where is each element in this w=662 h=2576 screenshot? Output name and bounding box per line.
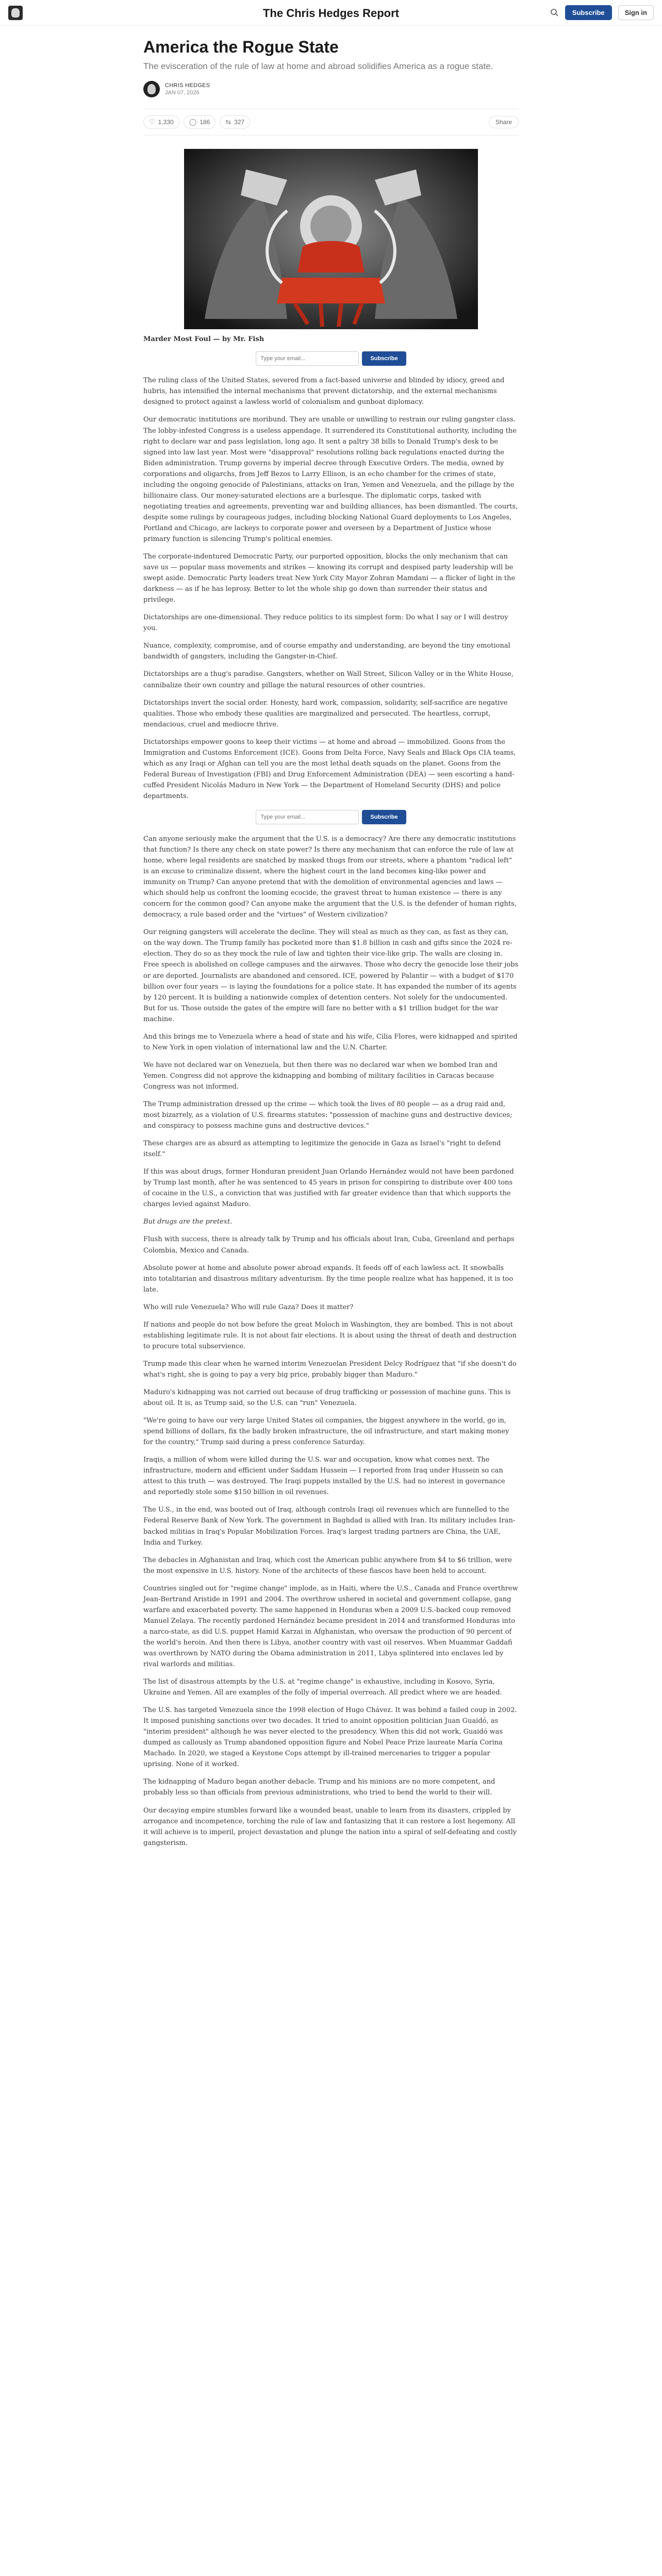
paragraph: The Trump administration dressed up the crime — which took the lives of 80 people — as a drug raid and, most bizarrely, as a violation of U.S. firearms statutes: "possession of machine guns and destructive devices; and conspiracy to possess machine guns and destructive devices." <box>143 1100 512 1130</box>
publish-date: JAN 07, 2026 <box>165 90 200 96</box>
paragraph: If nations and people do not bow before the great Moloch in Washington, they are bombed. This is not about establishing legitimate rule. It is not about fair elections. It is about using the threat of death and destruction to procure total subservience. <box>143 1320 517 1350</box>
email-input[interactable] <box>256 351 359 366</box>
author-avatar[interactable] <box>143 81 160 97</box>
engagement-bar <box>143 109 519 135</box>
paragraph: If this was about drugs, former Honduran president Juan Orlando Hernández would not have been pardoned by Trump last month, after he was sentenced to 45 years in prison for conspiring to distribute over 400 tons of cocaine in the U.S., a conviction that was justified with far greater evidence than that which supports the charges levied against Maduro. <box>143 1168 514 1209</box>
paragraph: The debacles in Afghanistan and Iraq, which cost the American public anywhere from $4 to $6 trillion, were the most expensive in U.S. history. None of the architects of these fiascos have been held to account. <box>143 1556 512 1575</box>
paragraph: We have not declared war on Venezuela, but then there was no declared war when we bombed Iran and Yemen. Congress did not approve the kidnapping and bombing of military facilities in Caracas because Congress was not informed. <box>143 1061 498 1091</box>
comment-button[interactable] <box>184 115 216 129</box>
author-name[interactable]: CHRIS HEDGES <box>165 82 210 89</box>
subscribe-form-inline <box>143 810 519 824</box>
cartoon-image <box>184 149 478 329</box>
paragraph: Absolute power at home and absolute power abroad expands. It feeds off of each lawless act. It snowballs into totalitarian and disastrous military adventurism. By the time people realize what has happened, it is too late. <box>143 1264 514 1294</box>
article-title: America the Rogue State <box>143 38 339 56</box>
paragraph: Our reigning gangsters will accelerate the decline. They will steal as much as they can, as fast as they can, on the way down. The Trump family has pocketed more than $1.8 billion in cash and gifts since the 2024 re-election. They do so as they mock the rule of law and tighten their vice-like grip. The walls are closing in. Free speech is abolished on college campuses and the airwaves. Those who decry the genocide lose their jobs or are deported. Journalists are abandoned and censored. ICE, powered by Palantir — with a budget of $170 billion over four years — is laying the foundations for a police state. It has expanded the number of its agents by 120 percent. It is building a nationwide complex of detention centers. Not solely for the undocumented. But for us. Those outside the gates of the empire will fare no better with a $1 trillion budget for the war machine. <box>143 928 519 1023</box>
paragraph: The kidnapping of Maduro began another debacle. Trump and his minions are no more competent, and probably less so than officials from previous administrations, who tried to bend the world to their will. <box>143 1778 495 1797</box>
paragraph: Dictatorships are one-dimensional. They reduce politics to its simplest form: Do what I say or I will destroy you. <box>143 614 508 633</box>
paragraph: Flush with success, there is already talk by Trump and his officials about Iran, Cuba, Greenland and perhaps Colombia, Mexico and Canada. <box>143 1235 515 1255</box>
image-caption: Marder Most Foul — by Mr. Fish <box>143 335 264 344</box>
paragraph: The ruling class of the United States, severed from a fact-based universe and blinded by idiocy, greed and hubris, has intensified the internal mechanisms that prevent dictatorship, and the external mechanisms designed to protect against a lawless world of colonialism and gunboat diplomacy. <box>143 377 505 406</box>
paragraph: The corporate-indentured Democratic Party, our purported opposition, blocks the only mechanism that can save us — popular mass movements and strikes — knowing its corrupt and despised party leadership will be swept aside. Democratic Party leaders treat New York City Mayor Zohran Mamdani — a flicker of light in the darkness — as if he has leprosy. Better to let the whole ship go down than surrender their status and privilege. <box>143 553 516 604</box>
paragraph: Dictatorships invert the social order. Honesty, hard work, compassion, solidarity, self-sacrifice are negative qualities. Those who embody these qualities are marginalized and persecuted. The heartless, corrupt, mendacious, cruel and mediocre thrive. <box>143 699 508 728</box>
header-subscribe-button[interactable]: Subscribe <box>565 5 612 20</box>
comment-icon: ◯ <box>189 118 197 126</box>
paragraph: But drugs are the pretext. <box>143 1218 233 1226</box>
restack-button[interactable] <box>220 115 250 129</box>
paragraph: Our decaying empire stumbles forward like a wounded beast, unable to learn from its disasters, crippled by arrogance and incompetence, torching the rule of law and fantasizing that it can restore a lost hegemony. All it will achieve is to imperil, project devastation and plunge the nation into a spiral of self-defeating and costly gangsterism. <box>143 1806 517 1847</box>
paragraph: Dictatorships are a thug's paradise. Gangsters, whether on Wall Street, Silicon Valley or in the White House, cannibalize their own country and pillage the natural resources of other countries. <box>143 670 514 689</box>
paragraph: Trump made this clear when he warned interim Venezuelan President Delcy Rodríguez that "if she doesn't do what's right, she is going to pay a very big price, probably bigger than Maduro." <box>143 1360 517 1379</box>
paragraph: Iraqis, a million of whom were killed during the U.S. war and occupation, know what comes next. The infrastructure, modern and efficient under Saddam Hussein — I reported from Iraq under Hussein so can attest to this truth — was destroyed. The Iraqi puppets installed by the U.S. had no interest in governance and reportedly stole some $150 billion in oil revenues. <box>143 1456 505 1497</box>
byline <box>143 81 519 97</box>
paragraph: Maduro's kidnapping was not carried out because of drug trafficking or possession of machine guns. This is about oil. It is, as Trump said, so the U.S. can "run" Venezuela. <box>143 1388 511 1408</box>
subscribe-button[interactable]: Subscribe <box>362 351 406 366</box>
article <box>143 26 519 1849</box>
paragraph: "We're going to have our very large United States oil companies, the biggest anywhere in the world, go in, spend billions of dollars, fix the badly broken infrastructure, the oil infrastructure, and start making money for the country," Trump said during a press conference Saturday. <box>143 1417 509 1447</box>
top-nav <box>0 0 662 26</box>
paragraph: And this brings me to Venezuela where a head of state and his wife, Cilia Flores, were kidnapped and spirited to New York in open violation of international law and the U.N. Charter. <box>143 1032 518 1052</box>
paragraph: Dictatorships empower goons to keep their victims — at home and abroad — immobilized. Goons from the Immigration and Customs Enforcement (ICE). Goons from Delta Force, Navy Seals and Black Ops CIA teams, which as any Iraqi or Afghan can tell you are the most lethal death squads on the planet. Goons from the Federal Bureau of Investigation (FBI) and Drug Enforcement Administration (DEA) — seen escorting a hand-cuffed President Nicolás Maduro in New York — the Department of Homeland Security (DHS) and police departments. <box>143 738 516 800</box>
search-icon[interactable] <box>550 8 559 18</box>
like-button[interactable] <box>143 115 179 129</box>
paragraph: These charges are as absurd as attempting to legitimize the genocide in Gaza as Israel's "right to defend itself." <box>143 1140 501 1159</box>
restack-icon: ⇆ <box>225 118 231 126</box>
paragraph: Countries singled out for "regime change" implode, as in Haiti, where the U.S., Canada and France overthrew Jean-Bertrand Aristide in 1991 and 2004. The overthrow ushered in societal and government collapse, gang warfare and exacerbated poverty. The same happened in Honduras when a 2009 U.S.-backed coup removed Manuel Zelaya. The recently pardoned Hernández became president in 2014 and transformed Honduras into a narco-state, as did U.S. puppet Hamid Karzai in Afghanistan, who oversaw the production of 90 percent of the world's heroin. And then there is Libya, another country with vast oil reserves. When Muammar Gaddafi was overthrown by NATO during the Obama administration in 2011, Libya splintered into enclaves led by rival warlords and militias. <box>143 1584 518 1669</box>
publication-name: The Chris Hedges Report <box>262 7 400 20</box>
paragraph: Who will rule Venezuela? Who will rule Gaza? Does it matter? <box>143 1303 354 1311</box>
restack-count: 327 <box>234 118 245 126</box>
paragraph: The list of disastrous attempts by the U.S. at "regime change" is exhaustive, including in Kosovo, Syria, Ukraine and Yemen. All are examples of the folly of imperial overreach. All predict where we are headed. <box>143 1678 502 1697</box>
paragraph: Can anyone seriously make the argument that the U.S. is a democracy? Are there any democratic institutions that function? Is there any check on state power? Is there any mechanism that can enforce the rule of law at home, where legal residents are snatched by masked thugs from our streets, where a phantom "radical left" is an excuse to criminalize dissent, where the highest court in the land becomes king-like power and immunity on Trump? Can anyone pretend that with the demolition of environmental agencies and laws — which should help us confront the looming ecocide, the gravest threat to human existence — there is any concern for the common good? Can anyone make the argument that the U.S. is the defender of human rights, democracy, a rule based order and the "virtues" of Western civilization? <box>143 835 517 919</box>
heart-icon: ♡ <box>149 118 155 126</box>
paragraph: Our democratic institutions are moribund. They are unable or unwilling to restrain our ruling gangster class. The lobby-infested Congress is a useless appendage. It surrendered its Constitutional authority, including the right to declare war and pass legislation, long ago. It sent a paltry 38 bills to Donald Trump's desk to be signed into law last year. Most were "disapproval" resolutions rolling back regulations enacted during the Biden administration. Trump governs by imperial decree through Executive Orders. The media, owned by corporations and oligarchs, from Jeff Bezos to Larry Ellison, is an echo chamber for the crimes of state, including the ongoing genocide of Palestinians, attacks on Iran, Yemen and Venezuela, and the pillage by the billionaire class. Our money-saturated elections are a burlesque. The diplomatic corps, tasked with negotiating treaties and agreements, preventing war and building alliances, has been dismantled. The courts, despite some rulings by courageous judges, including blocking National Guard deployments to Los Angeles, Portland and Chicago, are lackeys to corporate power and overseen by a Department of Justice whose primary function is silencing Trump's political enemies. <box>143 416 518 543</box>
email-input[interactable] <box>256 810 359 824</box>
article-body <box>143 375 519 1848</box>
top-actions <box>550 5 654 20</box>
publication-logo[interactable] <box>8 6 23 20</box>
like-count: 1,330 <box>158 118 174 126</box>
paragraph: Nuance, complexity, compromise, and of course empathy and understanding, are beyond the tiny emotional bandwidth of gangsters, including the Gangster-in-Chief. <box>143 642 510 661</box>
subscribe-form-top <box>143 351 519 366</box>
article-subtitle: The evisceration of the rule of law at home and abroad solidifies America as a rogue state. <box>143 61 493 72</box>
paragraph: The U.S. has targeted Venezuela since the 1998 election of Hugo Chávez. It was behind a failed coup in 2002. It imposed punishing sanctions over two decades. It tried to anoint opposition politician Juan Guaidó, as "interim president" although he was never elected to the presidency. When this did not work, Guaidó was dumped as callously as Trump abandoned opposition figure and Nobel Peace Prize laureate María Corina Machado. In 2020, we staged a Keystone Cops attempt by ill-trained mercenaries to trigger a popular uprising. None of it worked. <box>143 1706 517 1769</box>
comment-count: 186 <box>200 118 210 126</box>
share-button[interactable]: Share <box>489 116 519 128</box>
subscribe-button[interactable]: Subscribe <box>362 810 406 824</box>
signin-button[interactable]: Sign in <box>618 5 654 20</box>
hero-illustration <box>184 149 478 329</box>
paragraph: The U.S., in the end, was booted out of Iraq, although controls Iraqi oil revenues which are funnelled to the Federal Reserve Bank of New York. The government in Baghdad is allied with Iran. Its military includes Iran-backed militias in Iraq's Popular Mobilization Forces. Iraq's largest trading partners are China, the UAE, India and Turkey. <box>143 1506 516 1547</box>
